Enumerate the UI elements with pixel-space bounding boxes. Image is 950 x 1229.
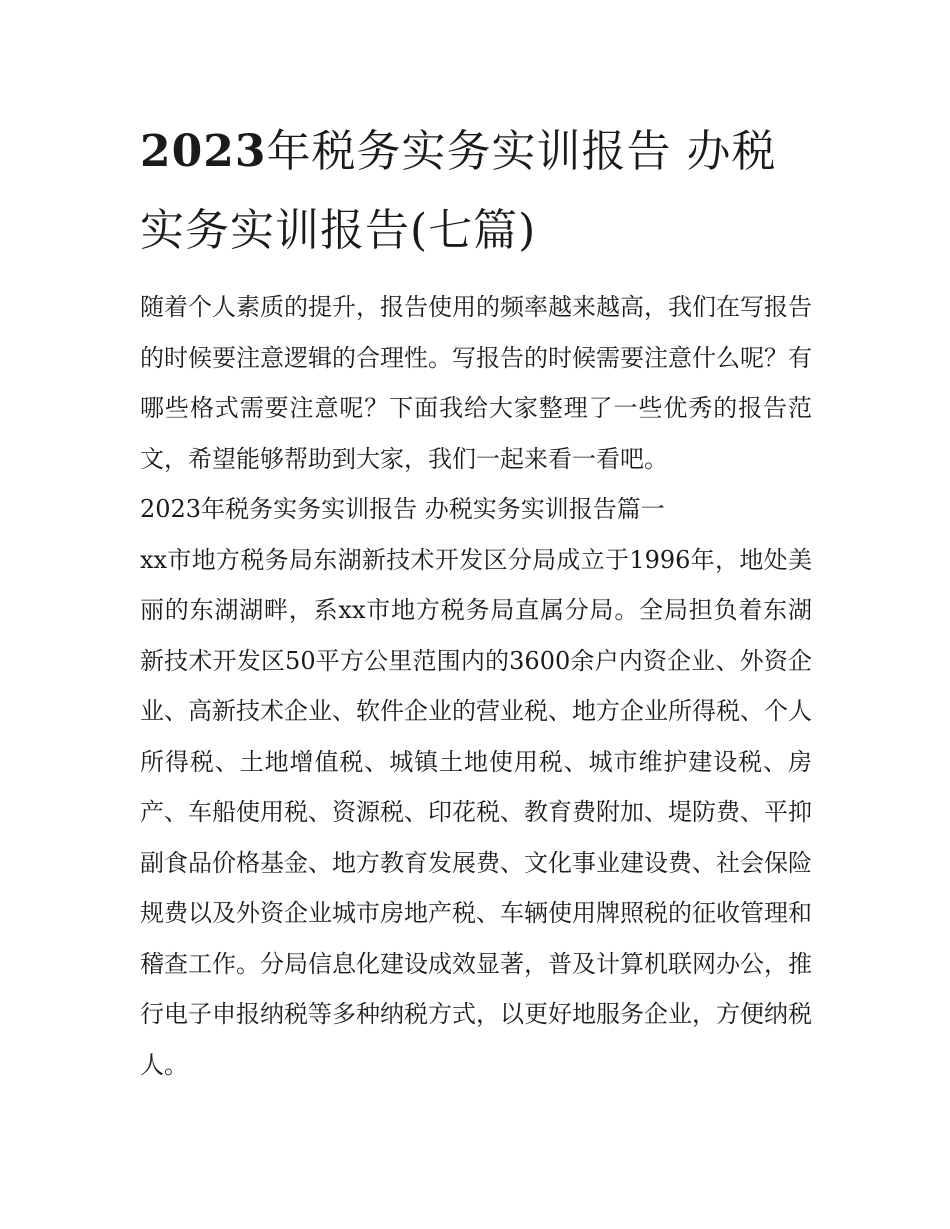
document-title [140,112,780,270]
title-year: 2023 [140,126,267,177]
document-page [140,112,812,1090]
section-paragraph: xx市地方税务局东湖新技术开发区分局成立于1996年，地处美丽的东湖湖畔，系xx市地方税务局直属分局。全局担负着东湖新技术开发区50平方公里范围内的3600余户内资企业、外资企业、高新技术企业、软件企业的营业税、地方企业所得税、个人所得税、土地增值税、城镇土地使用税、城市维护建设税、房产、车船使用税、资源税、印花税、教育费附加、堤防费、平抑副食品价格基金、地方教育发展费、文化事业建设费、社会保险规费以及外资企业城市房地产税、车辆使用牌照税的征收管理和稽查工作。分局信息化建设成效显著，普及计算机联网办公，推行电子申报纳税等多种纳税方式，以更好地服务企业，方便纳税人。 [140,545,812,1079]
section-heading: 2023年税务实务实训报告 办税实务实训报告篇一 [140,495,665,523]
intro-paragraph: 随着个人素质的提升，报告使用的频率越来越高，我们在写报告的时候要注意逻辑的合理性。写报告的时候需要注意什么呢？有哪些格式需要注意呢？下面我给大家整理了一些优秀的报告范文，希望能够帮助到大家，我们一起来看一看吧。 [140,293,812,473]
document-body [140,282,812,1090]
title-text: 年税务实务实训报告 办税实务实训报告(七篇) [140,126,777,256]
